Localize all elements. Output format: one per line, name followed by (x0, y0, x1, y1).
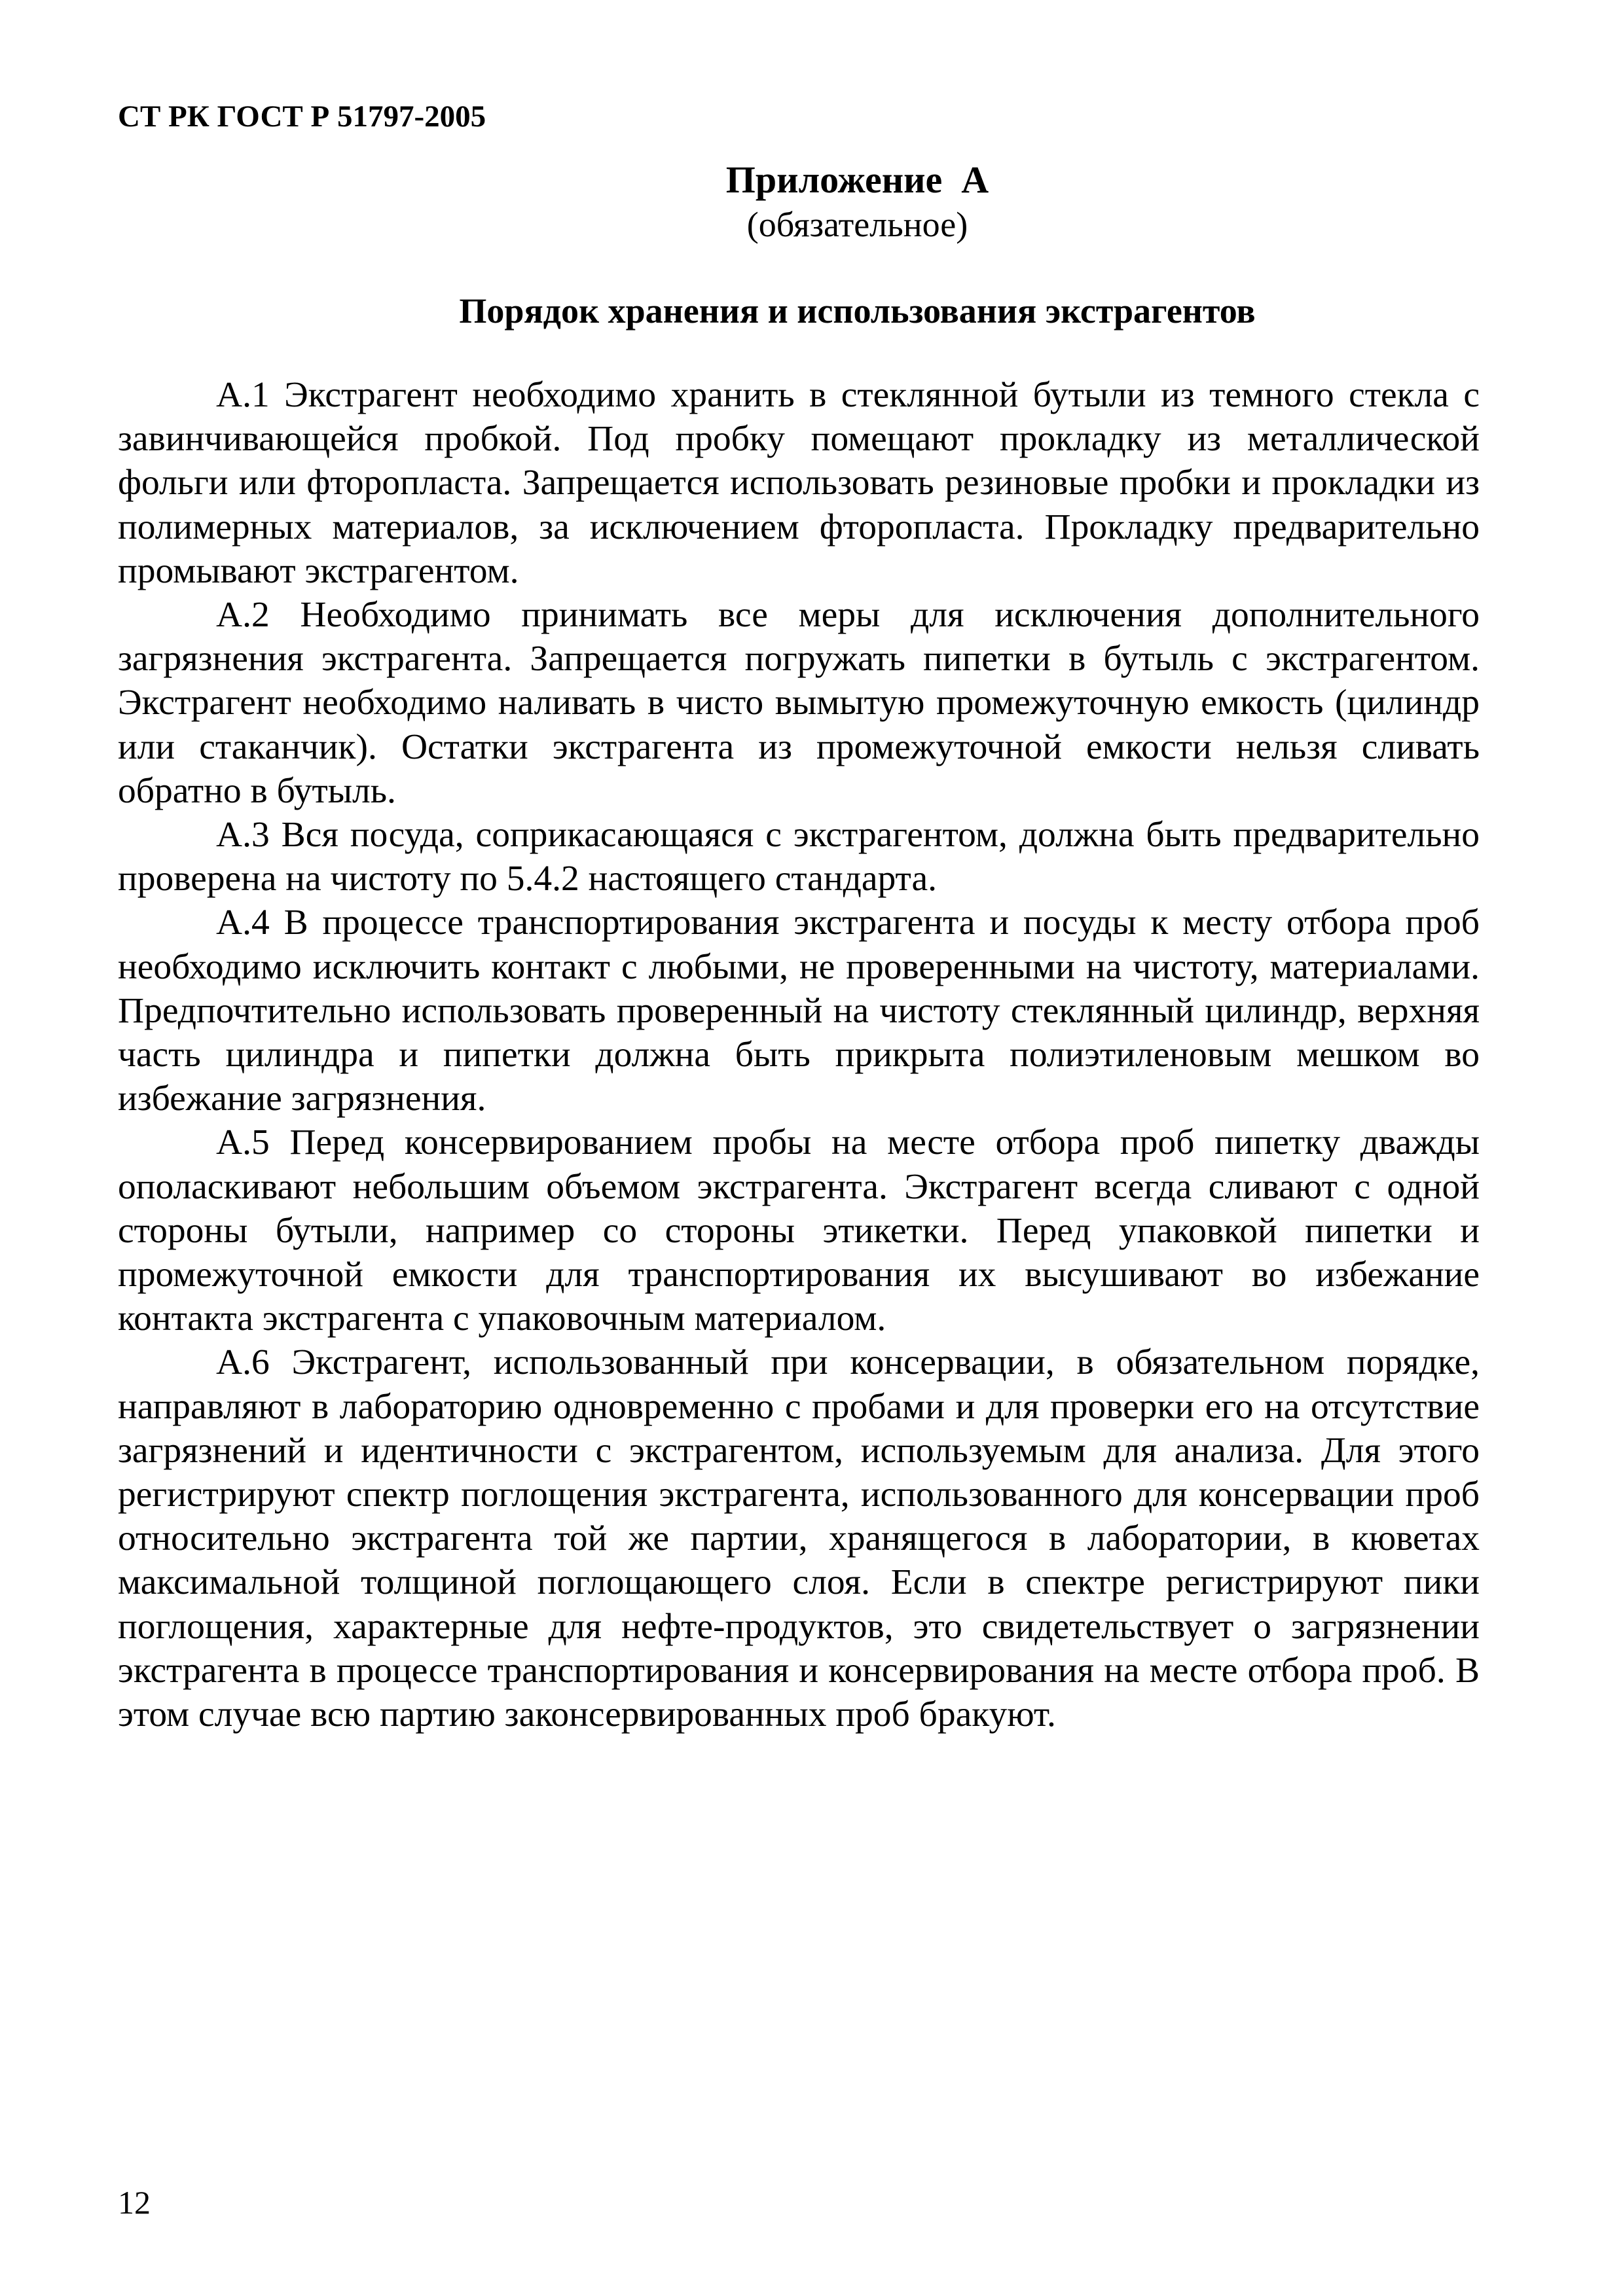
page-number: 12 (118, 2184, 151, 2221)
paragraph-a4: А.4 В процессе транспортирования экстрагента и посуды к месту отбора проб необходимо исключить контакт с любыми, не проверенными на чистоту, материалами. Предпочтительно использовать проверенный на чистоту стеклянный цилиндр, верхняя часть цилиндра и пипетки должна быть прикрыта полиэтиленовым мешком во избежание загрязнения. (118, 903, 1480, 1119)
paragraph-a3: А.3 Вся посуда, соприкасающаяся с экстрагентом, должна быть предварительно проверена на чистоту по 5.4.2 настоящего стандарта. (118, 815, 1480, 899)
section-title: Порядок хранения и использования экстрагентов (459, 291, 1256, 331)
appendix-title: Приложение А (725, 158, 989, 201)
paragraph-a1: А.1 Экстрагент необходимо хранить в стеклянной бутыли из темного стекла с завинчивающейся пробкой. Под пробку помещают прокладку из металлической фольги или фторопласта. Запрещается использовать резиновые пробки и прокладки из полимерных материалов, за исключением фторопласта. Прокладку предварительно промывают экстрагентом. (118, 375, 1480, 591)
body-text (118, 373, 1480, 1736)
appendix-status: (обязательное) (746, 205, 968, 244)
paragraph-a6: А.6 Экстрагент, использованный при консервации, в обязательном порядке, направляют в лабораторию одновременно с пробами и для проверки его на отсутствие загрязнений и идентичности с экстрагентом, используемым для анализа. Для этого регистрируют спектр поглощения экстрагента, использованного для консервации проб относительно экстрагента той же партии, хранящегося в лаборатории, в кюветах максимальной толщиной поглощающего слоя. Если в спектре регистрируют пики поглощения, характерные для нефте-продуктов, это свидетельствует о загрязнении экстрагента в процессе транспортирования и консервирования на месте отбора проб. В этом случае всю партию законсервированных проб бракуют. (118, 1342, 1480, 1735)
document-code-header: СТ РК ГОСТ Р 51797-2005 (118, 99, 486, 134)
paragraph-a2: А.2 Необходимо принимать все меры для исключения дополнительного загрязнения экстрагента. Запрещается погружать пипетки в бутыль с экстрагентом. Экстрагент необходимо наливать в чисто вымытую промежуточную емкость (цилиндр или стаканчик). Остатки экстрагента из промежуточной емкости нельзя сливать обратно в бутыль. (118, 595, 1480, 811)
paragraph-a5: А.5 Перед консервированием пробы на месте отбора проб пипетку дважды ополаскивают небольшим объемом экстрагента. Экстрагент всегда сливают с одной стороны бутыли, например со стороны этикетки. Перед упаковкой пипетки и промежуточной емкости для транспортирования их высушивают во избежание контакта экстрагента с упаковочным материалом. (118, 1122, 1480, 1339)
